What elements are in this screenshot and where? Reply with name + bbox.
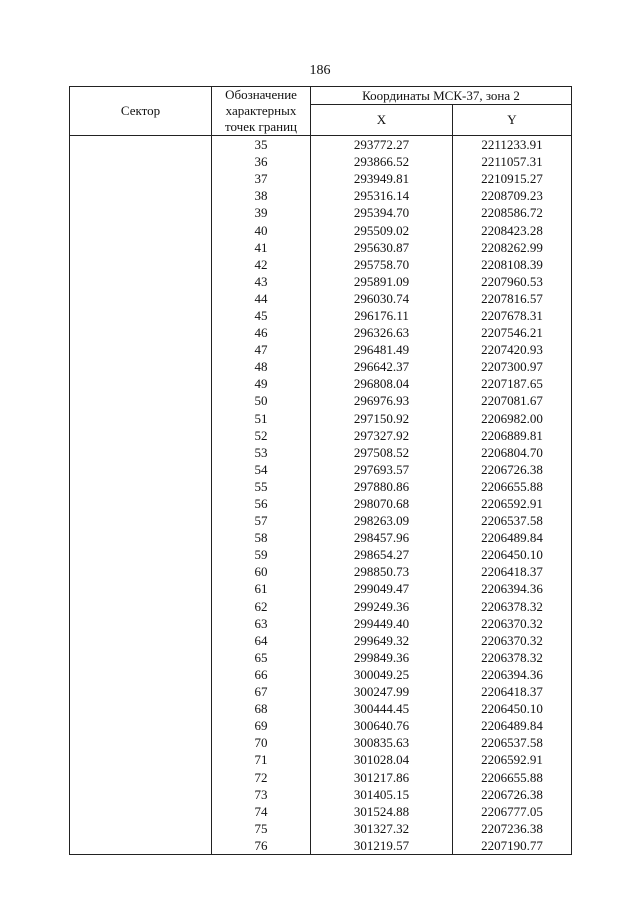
y-cell: 2206489.84 [453, 717, 572, 734]
x-cell: 300247.99 [311, 683, 453, 700]
y-cell: 2206982.00 [453, 410, 572, 427]
point-cell: 39 [212, 204, 311, 221]
coordinates-header: Координаты МСК-37, зона 2 [311, 87, 572, 105]
point-cell: 44 [212, 290, 311, 307]
x-cell: 296030.74 [311, 290, 453, 307]
y-cell: 2208262.99 [453, 239, 572, 256]
y-cell: 2208423.28 [453, 221, 572, 238]
x-cell: 297327.92 [311, 427, 453, 444]
point-cell: 52 [212, 427, 311, 444]
point-cell: 35 [212, 136, 311, 154]
point-cell: 59 [212, 546, 311, 563]
point-cell: 72 [212, 768, 311, 785]
point-cell: 50 [212, 392, 311, 409]
point-cell: 37 [212, 170, 311, 187]
sector-cell [70, 136, 212, 855]
y-cell: 2206378.32 [453, 649, 572, 666]
y-cell: 2206592.91 [453, 751, 572, 768]
x-cell: 301524.88 [311, 803, 453, 820]
x-cell: 301028.04 [311, 751, 453, 768]
x-cell: 293866.52 [311, 153, 453, 170]
y-cell: 2206726.38 [453, 786, 572, 803]
y-cell: 2206370.32 [453, 632, 572, 649]
x-cell: 301405.15 [311, 786, 453, 803]
y-cell: 2207546.21 [453, 324, 572, 341]
y-header: Y [453, 105, 572, 136]
point-cell: 56 [212, 495, 311, 512]
x-cell: 298850.73 [311, 563, 453, 580]
point-cell: 38 [212, 187, 311, 204]
y-cell: 2207081.67 [453, 392, 572, 409]
x-cell: 296808.04 [311, 375, 453, 392]
y-cell: 2206489.84 [453, 529, 572, 546]
point-cell: 42 [212, 256, 311, 273]
point-cell: 63 [212, 615, 311, 632]
point-cell: 40 [212, 221, 311, 238]
x-cell: 296176.11 [311, 307, 453, 324]
table-row [70, 136, 572, 154]
point-cell: 48 [212, 358, 311, 375]
y-cell: 2207236.38 [453, 820, 572, 837]
y-cell: 2207187.65 [453, 375, 572, 392]
y-cell: 2206394.36 [453, 666, 572, 683]
y-cell: 2206889.81 [453, 427, 572, 444]
x-cell: 296976.93 [311, 392, 453, 409]
x-cell: 295509.02 [311, 221, 453, 238]
point-cell: 51 [212, 410, 311, 427]
point-cell: 75 [212, 820, 311, 837]
y-cell: 2206726.38 [453, 461, 572, 478]
y-cell: 2206394.36 [453, 580, 572, 597]
table-body [70, 136, 572, 855]
point-cell: 71 [212, 751, 311, 768]
page-number: 186 [309, 63, 331, 78]
y-cell: 2207678.31 [453, 307, 572, 324]
point-cell: 69 [212, 717, 311, 734]
y-cell: 2206655.88 [453, 478, 572, 495]
point-cell: 66 [212, 666, 311, 683]
x-cell: 296481.49 [311, 341, 453, 358]
y-cell: 2210915.27 [453, 170, 572, 187]
x-cell: 298070.68 [311, 495, 453, 512]
x-cell: 297508.52 [311, 444, 453, 461]
x-cell: 296642.37 [311, 358, 453, 375]
x-header: X [311, 105, 453, 136]
point-cell: 64 [212, 632, 311, 649]
y-cell: 2206537.58 [453, 512, 572, 529]
point-cell: 57 [212, 512, 311, 529]
y-cell: 2206418.37 [453, 563, 572, 580]
y-cell: 2207960.53 [453, 273, 572, 290]
sector-header: Сектор [70, 87, 212, 136]
x-cell: 293949.81 [311, 170, 453, 187]
x-cell: 299649.32 [311, 632, 453, 649]
x-cell: 300835.63 [311, 734, 453, 751]
x-cell: 293772.27 [311, 136, 453, 154]
y-cell: 2207300.97 [453, 358, 572, 375]
designation-header-line-1: Обозначение [225, 87, 297, 102]
x-cell: 295394.70 [311, 204, 453, 221]
y-cell: 2207190.77 [453, 837, 572, 855]
point-cell: 49 [212, 375, 311, 392]
x-cell: 295316.14 [311, 187, 453, 204]
y-cell: 2206804.70 [453, 444, 572, 461]
point-cell: 73 [212, 786, 311, 803]
x-cell: 300049.25 [311, 666, 453, 683]
x-cell: 301219.57 [311, 837, 453, 855]
x-cell: 301217.86 [311, 768, 453, 785]
x-cell: 301327.32 [311, 820, 453, 837]
point-cell: 62 [212, 598, 311, 615]
y-cell: 2208108.39 [453, 256, 572, 273]
point-cell: 68 [212, 700, 311, 717]
point-cell: 70 [212, 734, 311, 751]
point-cell: 67 [212, 683, 311, 700]
y-cell: 2206537.58 [453, 734, 572, 751]
x-cell: 299449.40 [311, 615, 453, 632]
y-cell: 2207816.57 [453, 290, 572, 307]
x-cell: 299249.36 [311, 598, 453, 615]
point-cell: 46 [212, 324, 311, 341]
x-cell: 297693.57 [311, 461, 453, 478]
point-cell: 47 [212, 341, 311, 358]
point-cell: 65 [212, 649, 311, 666]
point-cell: 74 [212, 803, 311, 820]
x-cell: 298263.09 [311, 512, 453, 529]
y-cell: 2211057.31 [453, 153, 572, 170]
x-cell: 296326.63 [311, 324, 453, 341]
x-cell: 299849.36 [311, 649, 453, 666]
y-cell: 2206450.10 [453, 700, 572, 717]
x-cell: 297150.92 [311, 410, 453, 427]
x-cell: 299049.47 [311, 580, 453, 597]
point-cell: 41 [212, 239, 311, 256]
designation-header [212, 87, 311, 136]
point-cell: 58 [212, 529, 311, 546]
y-cell: 2206655.88 [453, 768, 572, 785]
y-cell: 2206370.32 [453, 615, 572, 632]
y-cell: 2206378.32 [453, 598, 572, 615]
y-cell: 2208709.23 [453, 187, 572, 204]
x-cell: 295891.09 [311, 273, 453, 290]
point-cell: 60 [212, 563, 311, 580]
coordinates-table [69, 86, 572, 855]
x-cell: 295630.87 [311, 239, 453, 256]
y-cell: 2206418.37 [453, 683, 572, 700]
point-cell: 55 [212, 478, 311, 495]
table-header [70, 87, 572, 136]
x-cell: 295758.70 [311, 256, 453, 273]
y-cell: 2207420.93 [453, 341, 572, 358]
point-cell: 43 [212, 273, 311, 290]
x-cell: 298654.27 [311, 546, 453, 563]
x-cell: 300640.76 [311, 717, 453, 734]
x-cell: 297880.86 [311, 478, 453, 495]
y-cell: 2206450.10 [453, 546, 572, 563]
x-cell: 300444.45 [311, 700, 453, 717]
designation-header-line-2: характерных [225, 103, 297, 118]
y-cell: 2208586.72 [453, 204, 572, 221]
y-cell: 2211233.91 [453, 136, 572, 154]
point-cell: 45 [212, 307, 311, 324]
point-cell: 54 [212, 461, 311, 478]
point-cell: 36 [212, 153, 311, 170]
point-cell: 61 [212, 580, 311, 597]
y-cell: 2206592.91 [453, 495, 572, 512]
point-cell: 53 [212, 444, 311, 461]
point-cell: 76 [212, 837, 311, 855]
y-cell: 2206777.05 [453, 803, 572, 820]
x-cell: 298457.96 [311, 529, 453, 546]
designation-header-line-3: точек границ [224, 119, 298, 134]
